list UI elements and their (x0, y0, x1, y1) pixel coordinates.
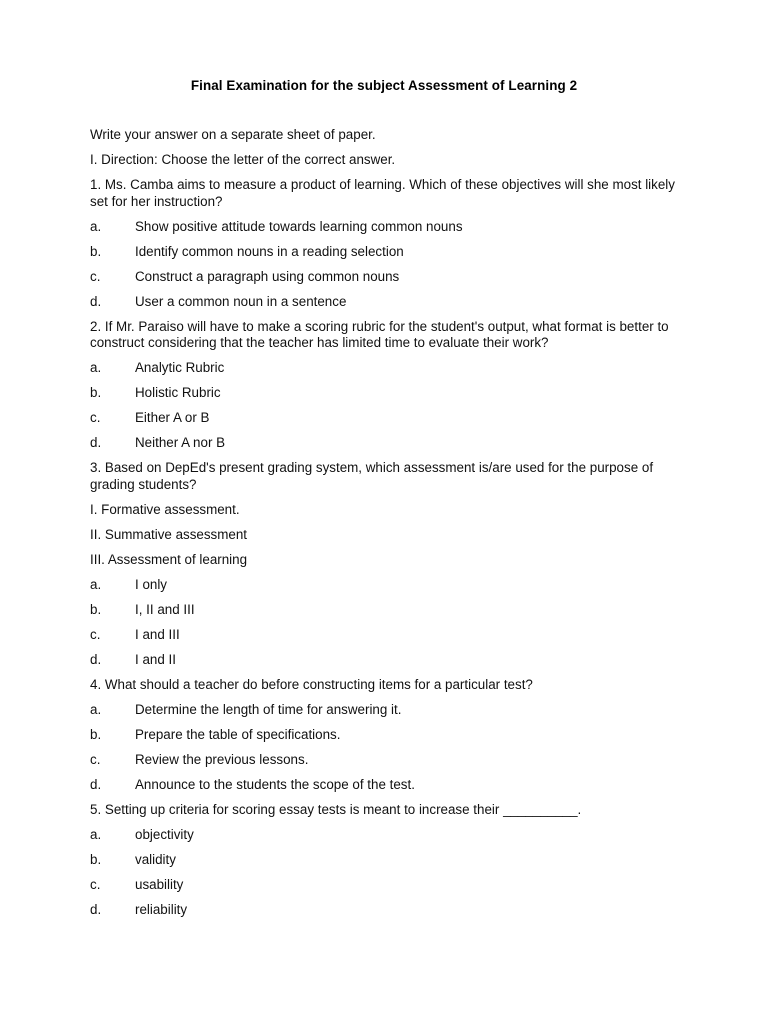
answer-option (90, 877, 680, 894)
option-text: I and III (135, 626, 180, 642)
answer-option (90, 244, 680, 261)
option-text: I, II and III (135, 601, 195, 617)
answer-option (90, 360, 680, 377)
option-text: Show positive attitude towards learning common nouns (135, 218, 463, 234)
question-block (90, 177, 680, 310)
option-text: Identify common nouns in a reading selection (135, 243, 404, 259)
option-text: Holistic Rubric (135, 385, 221, 400)
option-letter: c. (90, 268, 101, 284)
answer-option (90, 652, 680, 669)
option-text: Analytic Rubric (135, 360, 225, 375)
option-text: Announce to the students the scope of the test. (135, 776, 415, 792)
answer-option (90, 577, 680, 594)
direction-paragraph: I. Direction: Choose the letter of the correct answer. (90, 152, 396, 167)
option-letter: d. (90, 901, 102, 917)
option-text: I only (135, 576, 168, 592)
question-text: 2. If Mr. Paraiso will have to make a scoring rubric for the student's output, what format is better to construct considering that the teacher has limited time to evaluate their work? (90, 318, 669, 350)
option-letter: c. (90, 751, 101, 767)
question-text: 3. Based on DepEd's present grading system, which assessment is/are used for the purpose of grading students? (90, 460, 654, 492)
option-letter: c. (90, 876, 101, 892)
question-block (90, 677, 680, 794)
answer-option (90, 752, 680, 769)
option-letter: d. (90, 651, 102, 667)
option-text: Neither A nor B (135, 435, 226, 450)
statement-item: III. Assessment of learning (90, 551, 248, 567)
option-letter: c. (90, 626, 101, 642)
option-letter: b. (90, 601, 102, 617)
answer-option (90, 269, 680, 286)
option-letter: b. (90, 726, 102, 742)
answer-option (90, 435, 680, 452)
question-text: 5. Setting up criteria for scoring essay tests is meant to increase their __________. (90, 801, 582, 817)
answer-option (90, 219, 680, 236)
answer-option (90, 294, 680, 311)
option-letter: b. (90, 243, 102, 259)
option-text: Determine the length of time for answering it. (135, 701, 402, 717)
option-letter: b. (90, 385, 102, 400)
option-letter: b. (90, 851, 102, 867)
question-text: 1. Ms. Camba aims to measure a product of learning. Which of these objectives will she most likely set for her instruction? (90, 177, 675, 209)
statement-item: II. Summative assessment (90, 526, 248, 542)
option-text: User a common noun in a sentence (135, 293, 347, 309)
option-letter: c. (90, 410, 101, 425)
answer-option (90, 702, 680, 719)
answer-option (90, 827, 680, 844)
answer-option (90, 602, 680, 619)
option-letter: a. (90, 826, 102, 842)
option-letter: d. (90, 293, 102, 309)
exam-content (90, 127, 680, 927)
answer-option (90, 727, 680, 744)
option-text: objectivity (135, 826, 194, 842)
answer-option (90, 777, 680, 794)
option-letter: a. (90, 360, 102, 375)
option-text: Either A or B (135, 410, 210, 425)
option-text: Review the previous lessons. (135, 751, 309, 767)
answer-option (90, 385, 680, 402)
question-block (90, 319, 680, 452)
option-text: Prepare the table of specifications. (135, 726, 341, 742)
exam-title: Final Examination for the subject Assessment of Learning 2 (190, 78, 578, 93)
option-text: usability (135, 876, 184, 892)
option-letter: a. (90, 576, 102, 592)
option-text: reliability (135, 901, 188, 917)
answer-option (90, 410, 680, 427)
question-block (90, 802, 680, 919)
option-letter: a. (90, 701, 102, 717)
option-text: validity (135, 851, 176, 867)
question-text: 4. What should a teacher do before constructing items for a particular test? (90, 676, 533, 692)
instruction-paragraph: Write your answer on a separate sheet of paper. (90, 127, 376, 142)
option-letter: a. (90, 218, 102, 234)
option-letter: d. (90, 435, 102, 450)
option-text: I and II (135, 651, 176, 667)
option-letter: d. (90, 776, 102, 792)
answer-option (90, 852, 680, 869)
question-block (90, 460, 680, 668)
answer-option (90, 902, 680, 919)
statement-item: I. Formative assessment. (90, 501, 240, 517)
option-text: Construct a paragraph using common nouns (135, 268, 400, 284)
statement-list (90, 502, 680, 569)
answer-option (90, 627, 680, 644)
